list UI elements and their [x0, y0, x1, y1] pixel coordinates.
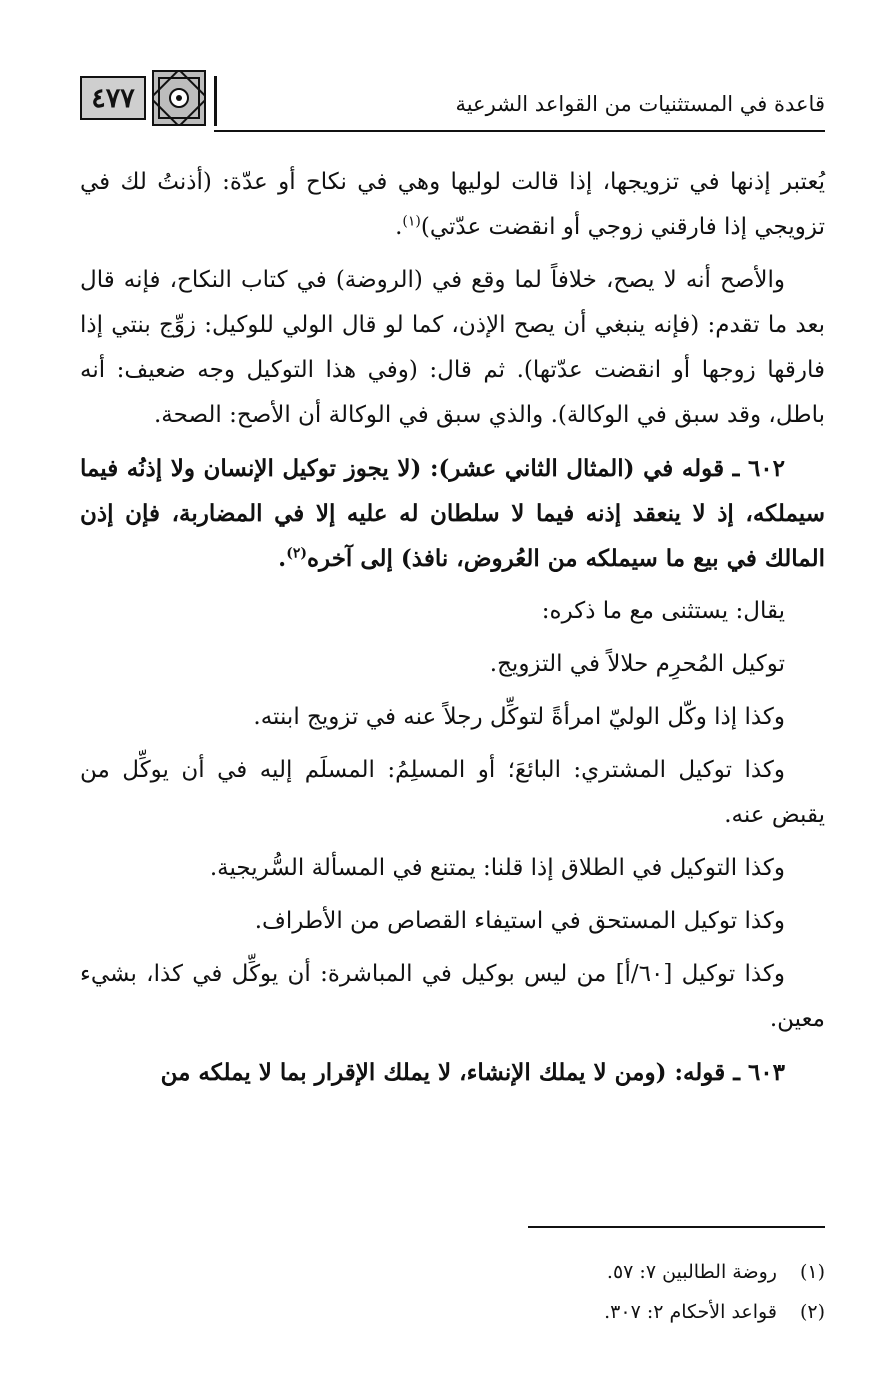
footnote-ref-1: (١) — [402, 213, 421, 230]
ornament-icon — [152, 70, 206, 126]
footnote-2 — [265, 1292, 825, 1332]
footnote-separator — [528, 1226, 825, 1228]
paragraph-6: وكذا إذا وكّل الوليّ امرأةً لتوكِّل رجلاً عنه في تزويج ابنته. — [253, 704, 785, 730]
paragraph-4: يقال: يستثنى مع ما ذكره: — [541, 598, 785, 624]
running-title: قاعدة في المستثنيات من القواعد الشرعية — [455, 92, 825, 116]
paragraph-7: وكذا توكيل المشتري: البائعَ؛ أو المسلِمُ: المسلَم إليه في أن يوكِّل من يقبض عنه. — [80, 757, 825, 828]
footnote-1 — [265, 1252, 825, 1292]
paragraph-8: وكذا التوكيل في الطلاق إذا قلنا: يمتنع في المسألة السُّريجية. — [209, 855, 785, 881]
footnote-text: قواعد الأحكام ٢: ٣٠٧. — [604, 1301, 777, 1323]
paragraph-10: وكذا توكيل [٦٠/أ] من ليس بوكيل في المباشرة: أن يوكِّل في كذا، بشيء معين. — [80, 961, 825, 1032]
paragraph-603: ٦٠٣ ـ قوله: (ومن لا يملك الإنشاء، لا يملك الإقرار بما لا يملكه من — [160, 1059, 785, 1086]
header-rule — [214, 130, 825, 132]
running-header — [80, 70, 825, 132]
main-text — [80, 160, 825, 1103]
paragraph-602: ٦٠٢ ـ قوله في (المثال الثاني عشر): (لا يجوز توكيل الإنسان ولا إذنُه فيما سيملكه، إذ لا ينعقد إذنه فيما لا سلطان له عليه إلا في المضاربة، فإن إذن المالك في بيع ما سيملكه من العُروض، نافذ) إلى آخره$^{(٢)}$. — [80, 455, 825, 572]
paragraph-2: والأصح أنه لا يصح، خلافاً لما وقع في (الروضة) في كتاب النكاح، فإنه قال بعد ما تقدم: (فإنه ينبغي أن يصح الإذن، كما لو قال الولي للوكيل: زوِّج بنتي إذا فارقها زوجها أو انقضت عدّتها). ثم قال: (وفي هذا التوكيل وجه ضعيف: أنه باطل، وقد سبق في الوكالة). والذي سبق في الوكالة أن الأصح: الصحة. — [80, 267, 825, 428]
footnote-number: (٢) — [799, 1301, 825, 1323]
footnote-ref-2: (٢) — [286, 545, 307, 562]
footnote-number: (١) — [799, 1261, 825, 1283]
page-number: ٤٧٧ — [80, 76, 146, 120]
paragraph-9: وكذا توكيل المستحق في استيفاء القصاص من الأطراف. — [254, 908, 785, 934]
footnotes — [265, 1252, 825, 1332]
paragraph-5: توكيل المُحرِم حلالاً في التزويج. — [489, 651, 785, 677]
paragraph-1: يُعتبر إذنها في تزويجها، إذا قالت لوليها وهي في نكاح أو عدّة: (أذنتُ لك في تزويجي إذا فارقني زوجي أو انقضت عدّتي)$^{(١)}$. — [80, 169, 825, 240]
header-divider — [214, 76, 217, 126]
footnote-text: روضة الطالبين ٧: ٥٧. — [606, 1261, 777, 1283]
